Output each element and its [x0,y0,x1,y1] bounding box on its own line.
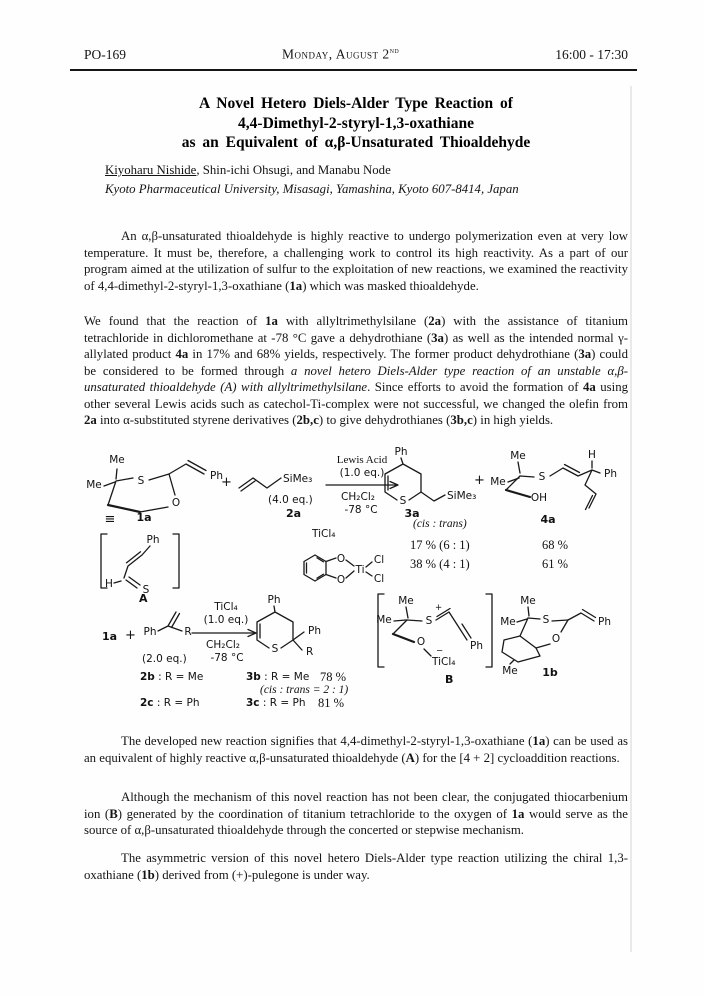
methyl-label: Me [520,595,536,607]
legend-3b: 3b : R = Me [246,671,310,683]
structure-2a-drawing [236,461,328,497]
negative-charge: − [436,646,444,656]
phenyl-label: Ph [210,470,223,482]
oxygen-atom-label: O [416,636,426,648]
oxygen-atom-label: O [336,574,346,586]
compound-1b-label: 1b [542,666,558,679]
lewis-acid-label: Lewis Acid [336,454,388,466]
sulfur-atom-label: S [399,495,407,507]
legend-3c: 3c : R = Ph [246,697,306,709]
ticl4-equivalents: (1.0 eq.) [203,614,249,626]
r-group-label: R [184,626,192,638]
paper-title [84,94,628,153]
title-line-1: A Novel Hetero Diels-Alder Type Reaction of [199,95,513,112]
lewis-acid-equivalents: (1.0 eq.) [339,467,385,479]
ticl4-counterion-label: TiCl₄ [432,656,456,668]
positive-charge: + [435,603,443,613]
coauthors: , Shin-ichi Ohsugi, and Manabu Node [196,163,391,177]
phenyl-label: Ph [143,626,157,638]
hydrogen-label: H [588,449,596,461]
yield-3a-catechol: 38 % (4 : 1) [410,557,470,571]
sulfur-atom-label: S [142,584,150,596]
phenyl-label: Ph [470,640,483,652]
cis-trans-note: (cis : trans) [413,518,467,530]
yield-3b: 78 % [320,670,347,684]
scan-edge-artifact [630,86,632,952]
yield-3a-ticl4: 17 % (6 : 1) [410,538,470,552]
title-line-3: as an Equivalent of α,β-Unsaturated Thioaldehyde [181,134,531,151]
equivalence-sign: ≡ [104,512,116,527]
chlorine-atom-label: Cl [373,554,385,566]
affiliation: Kyoto Pharmaceutical University, Misasagi, Yamashina, Kyoto 607-8414, Japan [105,182,519,196]
structure-B-drawing [374,591,496,677]
yield-3c: 81 % [318,696,345,710]
sulfur-atom-label: S [542,614,550,626]
structure-3a-drawing [378,445,482,525]
phenyl-label: Ph [598,616,611,628]
session-code: PO-169 [84,46,127,62]
abstract-paragraph-4: Although the mechanism of this novel reaction has not been clear, the conjugated thiocarbenium ion (B) generated by the coordination of titanium tetrachloride to the oxygen of 1a would serve as the source of α,β-unsaturated thioaldehyde through the concerted or stepwise mechanism. [84,790,628,837]
solvent-label: CH₂Cl₂ [206,639,240,651]
abstract-paragraph-3: The developed new reaction signifies that 4,4-dimethyl-2-styryl-1,3-oxathiane (1a) can be used as an equivalent of highly reactive α,β-unsaturated thioaldehyde (A) for the [4 + 2] cycloaddition reactions. [84,734,629,765]
phenyl-label: Ph [604,468,617,480]
session-day: Monday, August 2nd [282,46,400,62]
oxygen-atom-label: O [336,553,346,565]
phenyl-label: Ph [394,446,408,458]
plus-sign: + [474,473,485,488]
methyl-label: Me [376,614,392,626]
session-time: 16:00 - 17:30 [555,46,628,62]
compound-2a-label: 2a [286,507,302,520]
phenyl-label: Ph [267,594,281,606]
titanium-atom-label: Ti [355,564,365,576]
temperature-label: -78 °C [344,504,378,516]
abstract-paragraph-1: An α,β-unsaturated thioaldehyde is highly reactive to undergo polymerization even at very low temperature. It must be, therefore, a challenging work to control its high reactivity. As a part of our program aimed at the utilization of sulfur to the exploitation of new reactions, we examined the reactivity of 4,4-dimethyl-2-styryl-1,3-oxathiane (1a) which was masked thioaldehyde. [84,229,628,293]
structure-3bc-drawing [246,594,344,660]
r-group-label: R [306,646,314,658]
sulfur-atom-label: S [271,643,279,655]
structure-A-drawing [96,531,186,595]
yield-4a-ticl4: 68 % [542,538,569,552]
legend-2c: 2c : R = Ph [140,697,200,709]
intermediate-B-label: B [445,673,454,686]
methyl-label: Me [510,450,526,462]
structure-4a-drawing [490,447,625,529]
title-line-2: 4,4-Dimethyl-2-styryl-1,3-oxathiane [238,114,474,132]
legend-2b: 2b : R = Me [140,671,204,683]
day-ordinal: nd [389,46,400,55]
reactant-1a-label: 1a [102,630,118,643]
equivalents-2a: (4.0 eq.) [268,494,313,506]
methyl-label: Me [109,454,125,466]
abstract-paragraph-5: The asymmetric version of this novel hetero Diels-Alder type reaction utilizing the chiral 1,3-oxathiane (1b) derived from (+)-pulegone is under way. [84,851,628,882]
chlorine-atom-label: Cl [373,573,385,585]
page-header [84,46,628,63]
temperature-label: -78 °C [210,652,244,664]
header-rule [70,69,637,71]
catechol-titanium-complex-drawing [296,545,390,593]
author-line [105,163,628,178]
structure-1b-drawing [498,592,616,680]
plus-sign: + [125,628,136,643]
solvent-label: CH₂Cl₂ [341,491,375,503]
oxygen-atom-label: O [171,497,181,509]
compound-1a-label: 1a [136,511,152,524]
yield-4a-catechol: 61 % [542,557,569,571]
methyl-label: Me [490,476,506,488]
sulfur-atom-label: S [137,475,145,487]
ticl4-heading: TiCl₄ [312,528,336,540]
plus-sign: + [221,475,232,490]
abstract-paragraph-2: We found that the reaction of 1a with allyltrimethylsilane (2a) with the assistance of titanium tetrachloride in dichloromethane at -78 °C gave a dehydrothiane (3a) as well as the intended normal γ-allylated product 4a in 17% and 68% yields, respectively. The former product dehydrothiane (3a) could be considered to be formed through a novel hetero Diels-Alder type reaction of an unstable α,β-unsaturated thioaldehyde (A) with allyltrimethylsilane. Since efforts to avoid the formation of 4a using other several Lewis acids such as catechol-Ti-complex were not successful, we changed the olefin from 2a into α-substituted styrene derivatives (2b,c) to give dehydrothianes (3b,c) in high yields. [84,314,629,427]
trimethylsilyl-label: SiMe₃ [283,473,313,485]
sulfur-atom-label: S [538,471,546,483]
hydrogen-label: H [105,578,113,590]
phenyl-label: Ph [308,625,321,637]
methyl-label: Me [86,479,102,491]
hydroxyl-label: OH [530,492,548,504]
equivalents-2bc: (2.0 eq.) [142,653,187,665]
trimethylsilylmethyl-label: SiMe₃ [447,490,477,502]
oxygen-atom-label: O [551,633,561,645]
compound-3a-label: 3a [404,507,420,520]
phenyl-label: Ph [146,534,160,546]
sulfonium-atom-label: S [425,615,433,627]
methyl-label: Me [398,595,414,607]
compound-4a-label: 4a [540,513,556,526]
methyl-label: Me [502,665,518,677]
cis-trans-ratio-3b: (cis : trans = 2 : 1) [260,684,349,696]
intermediate-A-label: A [139,592,148,605]
methyl-label: Me [500,616,516,628]
ticl4-label: TiCl₄ [214,601,238,613]
presenting-author: Kiyoharu Nishide [105,163,197,177]
reaction-scheme [84,445,630,733]
